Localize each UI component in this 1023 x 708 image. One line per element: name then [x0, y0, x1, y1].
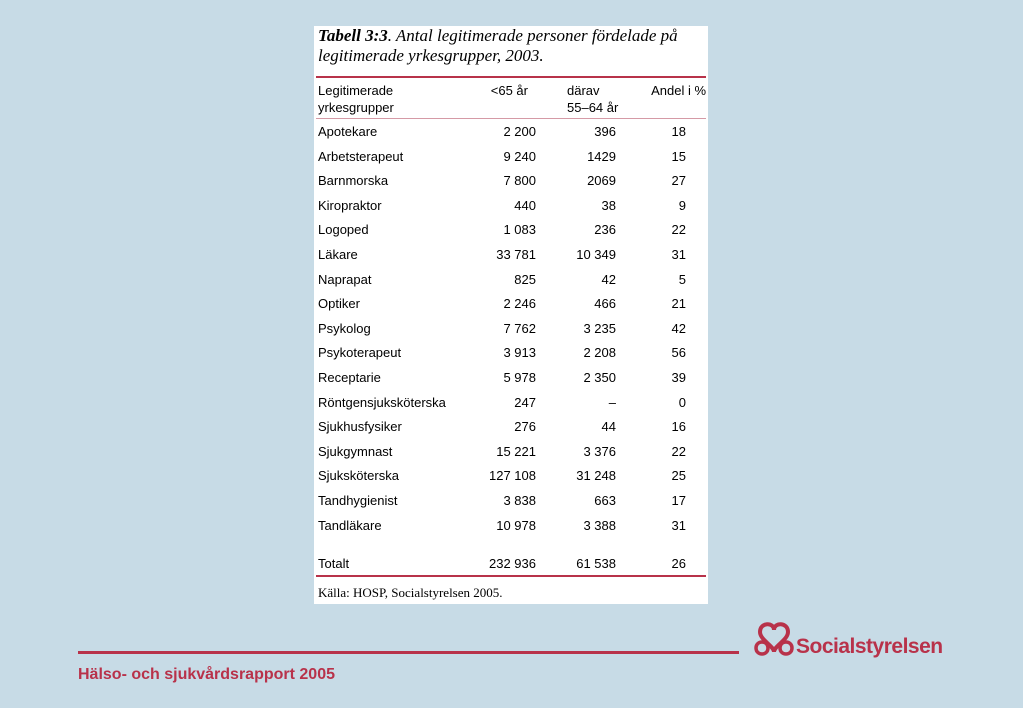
share-cell: 9	[678, 197, 686, 213]
under65-cell: 7 800	[503, 173, 536, 189]
under65-cell: 9 240	[503, 148, 536, 164]
caption-text: . Antal legitimerade personer fördelade på legitimerade yrkesgrupper, 2003.	[318, 26, 678, 65]
total-under65: 232 936	[489, 556, 536, 571]
header-rule	[316, 118, 706, 119]
share-cell: 22	[671, 443, 686, 459]
occupation-cell: Apotekare	[318, 124, 378, 139]
under65-cell: 276	[514, 419, 536, 435]
header-under65: <65 år	[490, 83, 528, 98]
total-label: Totalt	[318, 556, 350, 571]
occupation-cell: Barnmorska	[318, 173, 389, 189]
age55-64-cell: 3 376	[583, 443, 616, 459]
occupation-cell: Receptarie	[318, 370, 381, 385]
header-share: Andel i %	[651, 83, 706, 98]
socialstyrelsen-logo	[752, 618, 952, 662]
caption-label: Tabell 3:3	[318, 26, 388, 45]
age55-64-cell: 663	[594, 493, 616, 508]
header-occupation-line2: yrkesgrupper	[318, 100, 394, 115]
age55-64-cell: 31 248	[576, 468, 616, 484]
share-cell: 31	[671, 247, 686, 262]
header-occupation	[318, 82, 394, 116]
under65-cell: 3 913	[503, 345, 536, 361]
total-55-64: 61 538	[576, 556, 616, 571]
occupation-cell: Arbetsterapeut	[318, 148, 404, 164]
top-rule	[316, 76, 706, 78]
occupation-cell: Sjukgymnast	[318, 443, 393, 459]
footer-rule	[78, 651, 739, 654]
share-cell: 31	[671, 517, 686, 533]
share-cell: 5	[678, 271, 686, 287]
occupation-cell: Sjuksköterska	[318, 468, 399, 484]
bottom-rule	[316, 575, 706, 577]
age55-64-cell: 2069	[587, 173, 616, 189]
under65-cell: 1 083	[503, 222, 536, 238]
under65-cell: 440	[514, 197, 536, 213]
total-share: 26	[671, 556, 686, 571]
footer-title: Hälso- och sjukvårdsrapport 2005	[78, 666, 335, 683]
under65-cell: 3 838	[503, 493, 536, 508]
under65-cell: 10 978	[496, 517, 536, 533]
age55-64-cell: 466	[594, 296, 616, 312]
occupation-cell: Psykolog	[318, 320, 371, 336]
occupation-cell: Sjukhusfysiker	[318, 419, 402, 435]
header-55-64	[567, 82, 618, 116]
share-cell: 22	[671, 222, 686, 238]
age55-64-cell: 3 388	[583, 517, 616, 533]
share-cell: 16	[671, 419, 686, 435]
under65-cell: 2 200	[503, 124, 536, 139]
age55-64-cell: 3 235	[583, 320, 616, 336]
age55-64-cell: –	[608, 394, 616, 410]
occupation-cell: Kiropraktor	[318, 197, 382, 213]
share-cell: 21	[671, 296, 686, 312]
share-cell: 27	[671, 173, 686, 189]
age55-64-cell: 1429	[587, 148, 616, 164]
occupation-cell: Psykoterapeut	[318, 345, 402, 361]
header-55-64-line2: 55–64 år	[567, 100, 619, 115]
under65-cell: 33 781	[496, 247, 536, 262]
share-cell: 18	[671, 124, 686, 139]
under65-cell: 5 978	[503, 370, 536, 385]
share-cell: 39	[671, 370, 686, 385]
header-55-64-line1: därav	[567, 83, 600, 98]
share-cell: 42	[671, 320, 686, 336]
header-occupation-line1: Legitimerade	[318, 83, 394, 98]
share-cell: 25	[671, 468, 686, 484]
occupation-cell: Optiker	[318, 296, 360, 312]
share-cell: 56	[671, 345, 686, 361]
occupation-cell: Tandläkare	[318, 517, 382, 533]
occupation-cell: Naprapat	[318, 271, 372, 287]
under65-cell: 2 246	[503, 296, 536, 312]
logo-text: Socialstyrelsen	[796, 635, 943, 658]
logo-mark-icon	[752, 618, 796, 660]
share-cell: 0	[678, 394, 686, 410]
age55-64-cell: 10 349	[576, 247, 616, 262]
under65-cell: 825	[514, 271, 536, 287]
age55-64-cell: 396	[594, 124, 616, 139]
age55-64-cell: 2 208	[583, 345, 616, 361]
under65-cell: 247	[514, 394, 536, 410]
share-cell: 15	[671, 148, 686, 164]
age55-64-cell: 236	[594, 222, 616, 238]
under65-cell: 15 221	[496, 443, 536, 459]
age55-64-cell: 2 350	[583, 370, 616, 385]
table-card	[314, 26, 708, 604]
share-cell: 17	[671, 493, 686, 508]
occupation-cell: Läkare	[318, 247, 358, 262]
occupation-cell: Logoped	[318, 222, 369, 238]
occupation-cell: Röntgensjuksköterska	[318, 394, 446, 410]
under65-cell: 7 762	[503, 320, 536, 336]
age55-64-cell: 44	[601, 419, 616, 435]
occupation-cell: Tandhygienist	[318, 493, 398, 508]
age55-64-cell: 42	[601, 271, 616, 287]
source-note: Källa: HOSP, Socialstyrelsen 2005.	[318, 585, 503, 600]
table-caption	[318, 26, 706, 66]
age55-64-cell: 38	[601, 197, 616, 213]
under65-cell: 127 108	[489, 468, 536, 484]
